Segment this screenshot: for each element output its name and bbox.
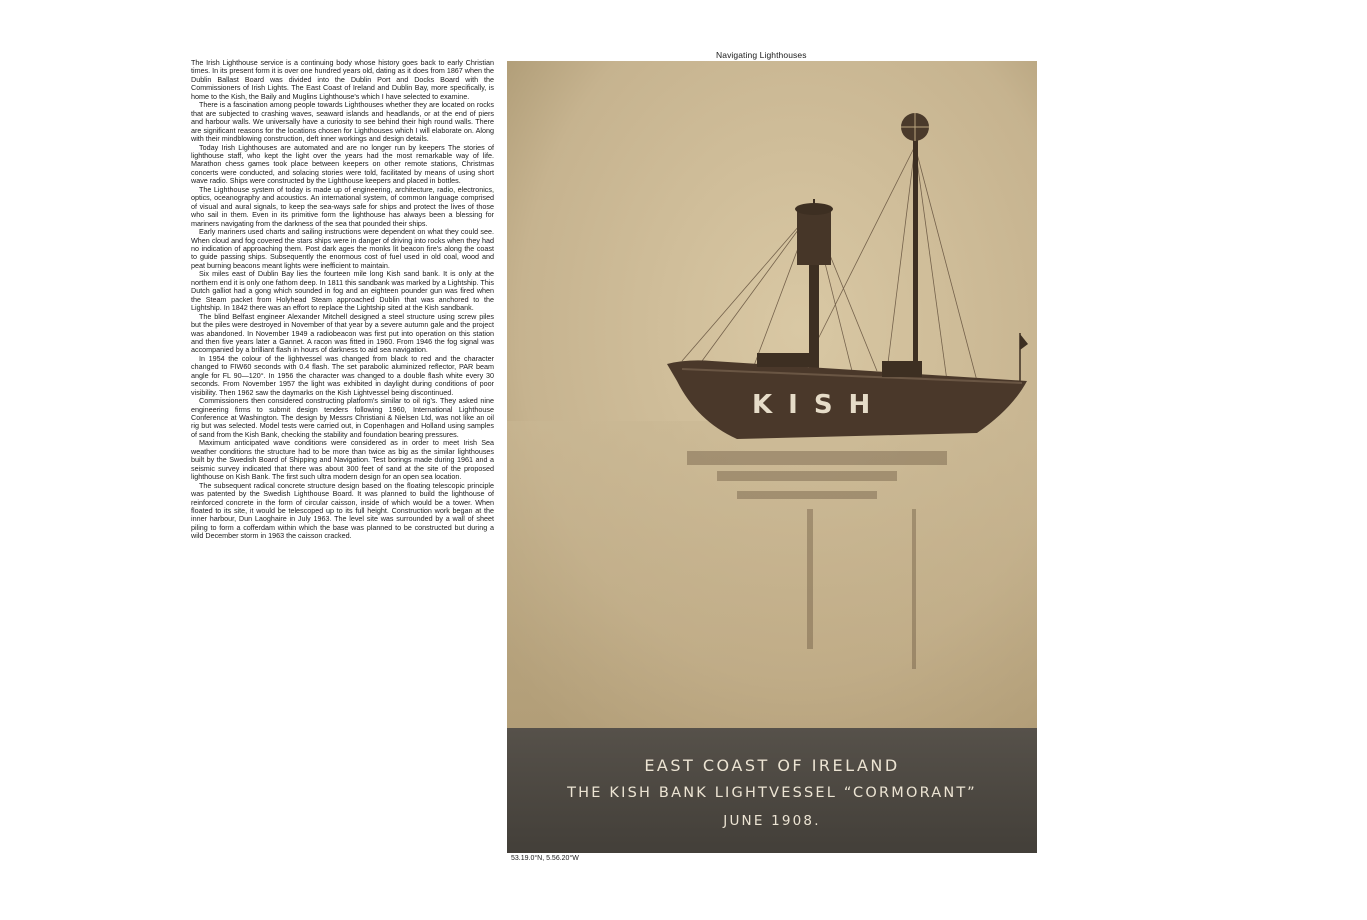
paragraph: Commissioners then considered constructing platform's similar to oil rig's. They asked nine engineering firms to submit design tenders following 1960, International Lighthouse Conference at Washington. The design by Messrs Christiani & Nielsen Ltd, was not like an oil rig but was selected. Model tests were carried out, in Copenhagen and Holland using samples of sand from the Kish Bank, checking the stability and foundation bearing pressures. <box>191 396 494 439</box>
paragraph: The Lighthouse system of today is made up of engineering, architecture, radio, electronics, optics, oceanography and acoustics. An international system, of common language comprised of visual and aural signals, to keep the sea-ways safe for ships and protect the lives of those who sail in them. Even in its primitive form the lighthouse has always been a blessing for mariners navigating from the darkness of the sea that pounded their ships. <box>191 184 494 228</box>
paragraph: The subsequent radical concrete structure design based on the floating telescopic principle was patented by the Swedish Lighthouse Board. It was planned to build the lighthouse of reinforced concrete in the form of circular caisson, inside of which would be a tower. When floated to its site, it would be telescoped up to its full height. Construction work began at the inner harbour, Dun Laoghaire in July 1963. The level site was surrounded by a wall of sheet piling to form a cofferdam within which the base was planned to be constructed but during a wild December storm in 1963 the caisson cracked. <box>191 480 494 541</box>
lightvessel-image <box>507 61 1037 728</box>
paragraph: Six miles east of Dublin Bay lies the fourteen mile long Kish sand bank. It is only at the northern end it is only one fathom deep. In 1811 this sandbank was marked by a Lightship. This Dutch galliot had a gong which sounded in fog and an eighteen pounder gun was fired when the Steam packet from Holyhead Steam approached Dublin that was anchored to the Lightship. In 1842 there was an effort to replace the Lightship sited at the Kish sandbank. <box>191 269 494 313</box>
paragraph: The Irish Lighthouse service is a continuing body whose history goes back to early Christian times. In its present form it is over one hundred years old, dating as it does from 1867 when the Dublin Ballast Board was divided into the Dublin Port and Docks Board with the Commissioners of Irish Lights. The East Coast of Ireland and Dublin Bay, more specifically, is home to the Kish, the Baily and Muglins Lighthouse's which I have selected to examine. <box>191 59 494 101</box>
photo-caption-line-3: JUNE 1908. <box>723 813 821 829</box>
paragraph: The blind Belfast engineer Alexander Mitchell designed a steel structure using screw piles but the piles were destroyed in November of that year by a severe autumn gale and the project was abandoned. In November 1949 a radiobeacon was first put into operation on this station and then five years later a Gannet. A racon was fitted in 1960. From 1946 the fog signal was accompanied by a brilliant flash in hours of darkness to aid sea navigation. <box>191 311 494 355</box>
coordinates-label: 53.19.0°N, 5.56.20°W <box>511 855 579 862</box>
paragraph: Maximum anticipated wave conditions were considered as in order to meet Irish Sea weather conditions the structure had to be more than twice as big as the similar lighthouses built by the Swedish Board of Shipping and Navigation. Test borings made during 1961 and a seismic survey indicated that there was about 300 feet of sand at the site of the proposed lighthouse on Kish Bank. The first such ultra modern design for an open sea location. <box>191 438 494 482</box>
photo-caption-line-2: THE KISH BANK LIGHTVESSEL “CORMORANT” <box>567 785 977 801</box>
paragraph: Early mariners used charts and sailing instructions were dependent on what they could see. When cloud and fog covered the stars ships were in danger of driving into rocks when they had no indication of approaching them. Post dark ages the monks lit beacon fire's along the coast to guide passing ships. Subsequently the enormous cost of fuel used in old coal, wood and peat burning beacons meant lights were inefficient to maintain. <box>191 227 494 270</box>
paragraph: There is a fascination among people towards Lighthouses whether they are located on rocks that are subjected to crashing waves, seaward islands and headlands, or at the end of piers and harbour walls. We universally have a curiosity to see behind their high round walls. There are significant reasons for the locations chosen for Lighthouses which I will elaborate on. Along with their mindblowing construction, deft inner workings and design details. <box>191 100 494 144</box>
photo-caption-line-1: EAST COAST OF IRELAND <box>644 756 900 775</box>
page-header-title: Navigating Lighthouses <box>716 50 807 60</box>
hull-lettering: KISH <box>752 390 887 420</box>
mast <box>913 139 918 374</box>
lightvessel-photograph <box>507 61 1037 853</box>
body-text-column <box>191 59 494 854</box>
paragraph: Today Irish Lighthouses are automated and are no longer run by keepers The stories of lighthouse staff, who kept the light over the years had the most remarkable way of life. Marathon chess games took place between keepers on other remote stations, Christmas concerts were conducted, and solacing stories were told, facilitated by means of using short wave radio. Ships were constructed by the Lighthouse keepers and placed in bottles. <box>191 142 494 186</box>
paragraph: In 1954 the colour of the lightvessel was changed from black to red and the character changed to FIW60 seconds with 0.4 flash. The set parabolic aluminized reflector, PAR beam angle for FL 90—120°. In 1956 the character was changed to a double flash white every 30 seconds. From November 1957 the light was exhibited in daylight during conditions of poor visibility. Then 1962 saw the daymarks on the Kish Lightvessel being discontinued. <box>191 353 494 397</box>
